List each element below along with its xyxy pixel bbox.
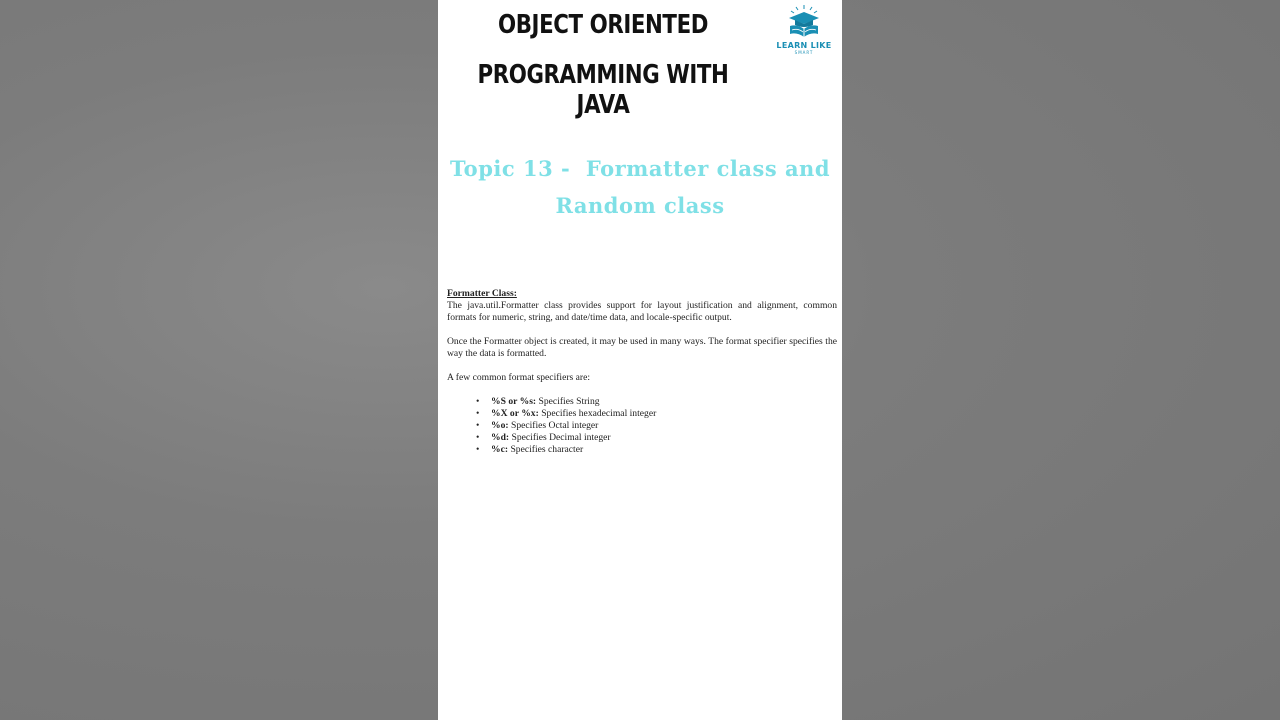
paragraph-specifiers-intro: A few common format specifiers are:	[447, 372, 591, 383]
course-title-line1: OBJECT ORIENTED	[497, 10, 709, 40]
bullet-icon: •	[476, 408, 480, 419]
specifier-code: %d:	[491, 432, 510, 443]
specifier-desc: Specifies hexadecimal integer	[538, 408, 657, 419]
specifier-list	[447, 396, 837, 456]
specifier-desc: Specifies Decimal integer	[509, 432, 611, 443]
document-page	[438, 0, 842, 720]
logo-text: LEARN LIKE	[776, 41, 832, 50]
course-title-line2: PROGRAMMING WITH JAVA	[477, 60, 729, 120]
specifier-desc: Specifies String	[536, 396, 600, 407]
paragraph-usage: Once the Formatter object is created, it may be used in many ways. The format specifier specifies the way the data is formatted.	[447, 336, 837, 359]
topic-title	[438, 150, 842, 224]
specifier-code: %c:	[491, 444, 509, 455]
topic-title-line1: Topic 13 - Formatter class and	[449, 156, 831, 181]
paragraph-intro: The java.util.Formatter class provides support for layout justification and alignment, common formats for numeric, string, and date/time data, and locale-specific output.	[447, 300, 837, 323]
document-body	[447, 288, 837, 456]
bullet-icon: •	[476, 396, 480, 407]
list-item	[476, 396, 837, 408]
bullet-icon: •	[476, 420, 480, 431]
list-item	[476, 420, 837, 432]
specifier-code: %o:	[491, 420, 509, 431]
topic-title-line2: Random class	[555, 193, 725, 218]
specifier-desc: Specifies character	[508, 444, 584, 455]
specifier-code: %S or %s:	[491, 396, 537, 407]
learn-like-smart-logo	[772, 4, 836, 62]
specifier-code: %X or %x:	[491, 408, 539, 419]
logo-subtext: SMART	[794, 50, 814, 55]
list-item	[476, 432, 837, 444]
specifier-desc: Specifies Octal integer	[508, 420, 599, 431]
bullet-icon: •	[476, 444, 480, 455]
bullet-icon: •	[476, 432, 480, 443]
graduation-book-icon	[772, 4, 836, 40]
list-item	[476, 408, 837, 420]
section-heading: Formatter Class:	[447, 288, 517, 299]
list-item	[476, 444, 837, 456]
